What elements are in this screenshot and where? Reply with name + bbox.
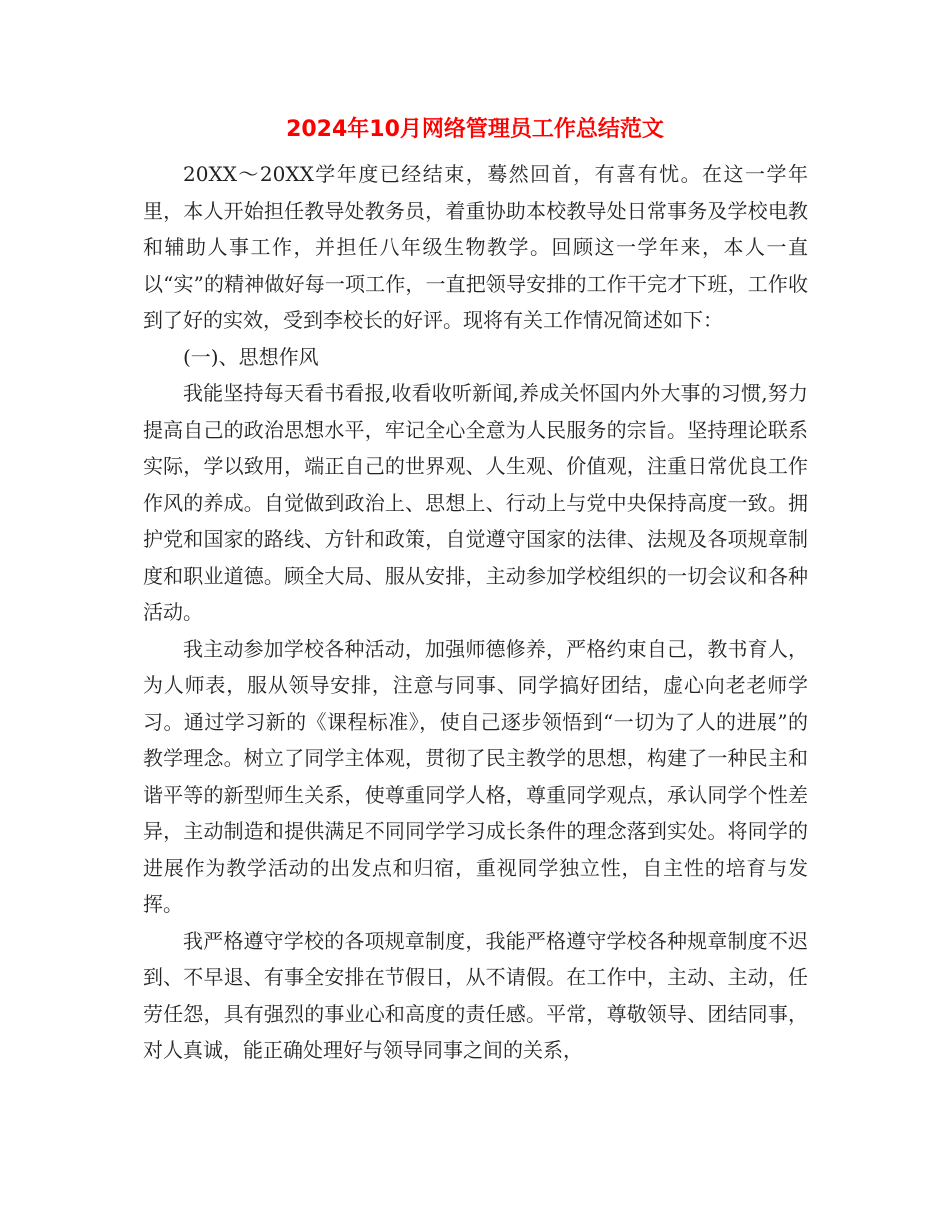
body-paragraph: 我能坚持每天看书看报,收看收听新闻,养成关怀国内外大事的习惯,努力提高自己的政治思想水平，牢记全心全意为人民服务的宗旨。坚持理论联系实际，学以致用，端正自己的世界观、人生观、价值观，注重日常优良工作作风的养成。自觉做到政治上、思想上、行动上与党中央保持高度一致。拥护党和国家的路线、方针和政策，自觉遵守国家的法律、法规及各项规章制度和职业道德。顾全大局、服从安排，主动参加学校组织的一切会议和各种活动。 <box>143 381 808 624</box>
body-paragraph: 我严格遵守学校的各项规章制度，我能严格遵守学校各种规章制度不迟到、不早退、有事全安排在节假日，从不请假。在工作中，主动、主动，任劳任怨，具有强烈的事业心和高度的责任感。平常，尊敬领导、团结同事，对人真诚，能正确处理好与领导同事之间的关系， <box>143 928 808 1062</box>
section-heading-thought-style: (一)、思想作风 <box>183 344 319 369</box>
intro-paragraph: 20XX～20XX学年度已经结束，蓦然回首，有喜有忧。在这一学年里，本人开始担任教导处教务员，着重协助本校教导处日常事务及学校电教和辅助人事工作，并担任八年级生物教学。回顾这一学年来，本人一直以“实”的精神做好每一项工作，一直把领导安排的工作干完才下班，工作收到了好的实效，受到李校长的好评。现将有关工作情况简述如下： <box>143 162 808 332</box>
body-paragraph: 我主动参加学校各种活动，加强师德修养，严格约束自己，教书育人，为人师表，服从领导安排，注意与同事、同学搞好团结，虚心向老老师学习。通过学习新的《课程标准》，使自己逐步领悟到“一切为了人的进展”的教学理念。树立了同学主体观，贯彻了民主教学的思想，构建了一种民主和谐平等的新型师生关系，使尊重同学人格，尊重同学观点，承认同学个性差异，主动制造和提供满足不同同学学习成长条件的理念落到实处。将同学的进展作为教学活动的出发点和归宿，重视同学独立性，自主性的培育与发挥。 <box>143 636 808 916</box>
document-body <box>143 156 808 1069</box>
document-title: 2024年10月网络管理员工作总结范文 <box>286 117 664 142</box>
